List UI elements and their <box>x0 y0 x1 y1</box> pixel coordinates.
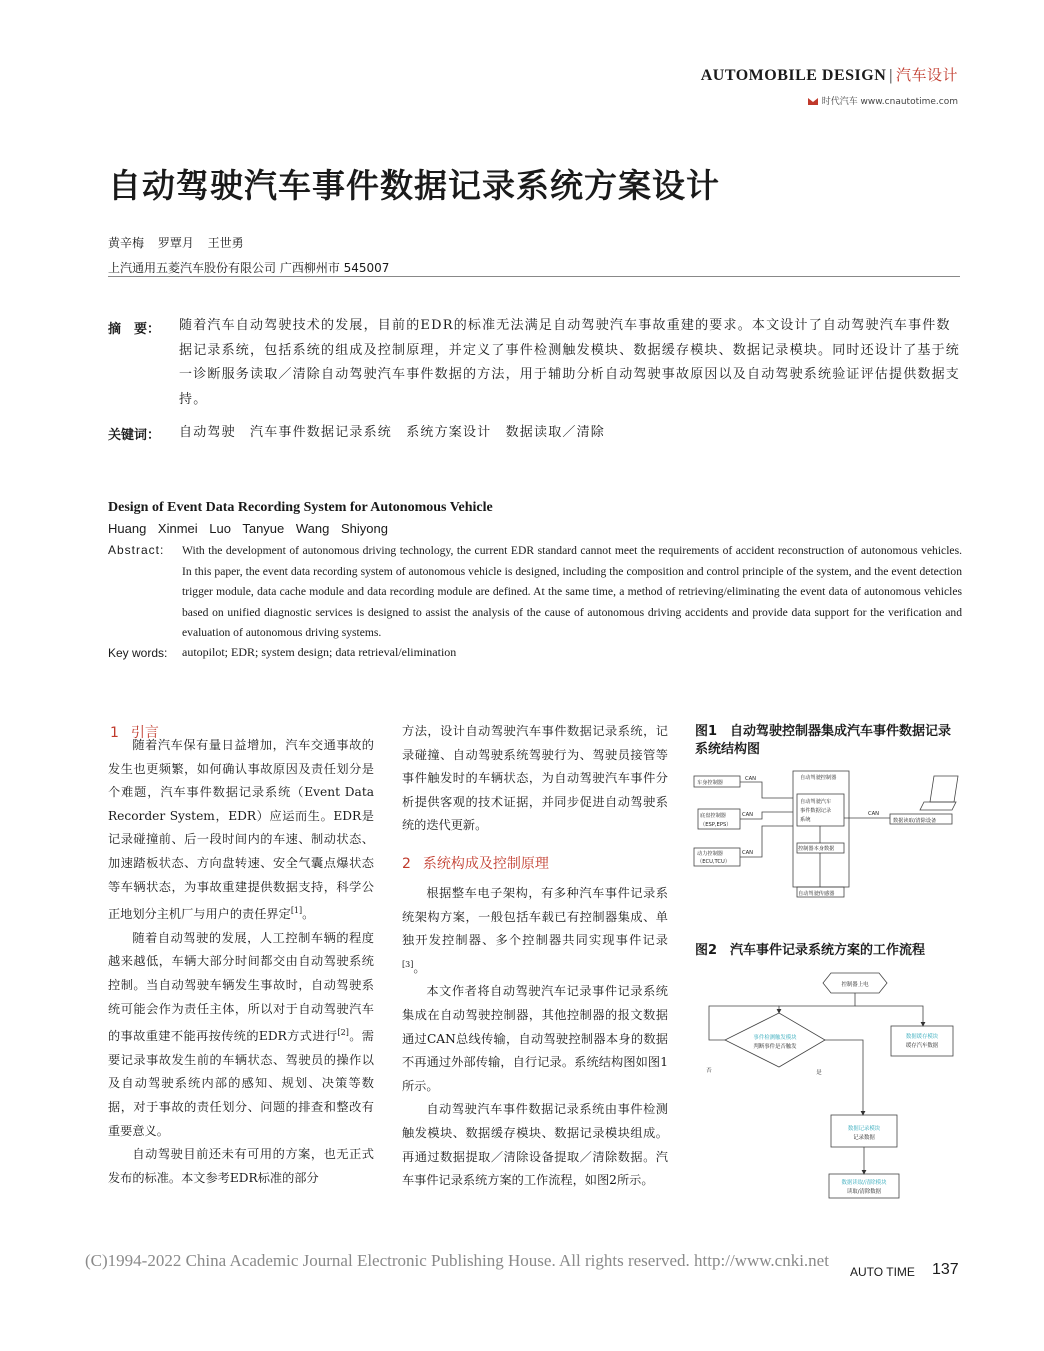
article-affiliation: 上汽通用五菱汽车股份有限公司 广西柳州市 545007 <box>108 261 390 275</box>
section-1-number: 1 <box>110 725 119 741</box>
abstract-label: 摘 要： <box>108 322 161 337</box>
paragraph <box>108 927 374 1143</box>
paragraph-text: 随着自动驾驶的发展，人工控制车辆的程度越来越低，车辆大部分时间都交由自动驾驶系统控制。当自动驾驶车辆发生事故时，自动驾驶系统可能会作为责任主体，所以对于自动驾驶汽车的事故重建不能再按传统的EDR方式进行 <box>108 930 374 1044</box>
paragraph <box>402 882 668 980</box>
mail-icon <box>808 98 818 105</box>
column-1 <box>108 736 374 1190</box>
record-text-label: 记录数据 <box>853 1135 875 1141</box>
copyright-notice: (C)1994-2022 China Academic Journal Electronic Publishing House. All rights reserved. http://www.cnki.net <box>85 1251 829 1270</box>
flow-arrow <box>855 1006 923 1026</box>
body-controller-label: 车身控制器 <box>697 780 723 786</box>
can-label: CAN <box>868 811 880 817</box>
figure-1-diagram <box>690 768 962 908</box>
cache-text-label: 缓存汽车数据 <box>905 1043 939 1049</box>
paragraph: 自动驾驶目前还未有可用的方案，也无正式发布的标准。本文参考EDR标准的部分 <box>108 1147 374 1185</box>
english-abstract-text: With the development of autonomous driving technology, the current EDR standard cannot meet the requirements of accident reconstruction of autonomous vehicles. In this paper, the event data recording system of autonomous vehicle is designed, including the composition and control principle of the system, and the event detection trigger module, data cache module and data recording module are defined. At the same time, a method of retrieving/eliminating the event data of autonomous vehicles based on unified diagnostic services is designed to assist the analysis of the cause of autonomous driving accidents and provide data support for the verification and evaluation of autonomous driving systems. <box>182 544 962 639</box>
english-keywords-text: autopilot; EDR; system design; data retrieval/elimination <box>182 645 457 659</box>
can-line <box>740 782 793 798</box>
edr-label: 系统 <box>800 817 811 823</box>
trigger-module-label: 事件检测触发模块 <box>753 1035 797 1041</box>
laptop-icon-base <box>920 802 956 810</box>
chassis-controller-label: 底盘控制器 <box>700 813 726 819</box>
paragraph: 自动驾驶汽车事件数据记录系统由事件检测触发模块、数据缓存模块、数据记录模块组成。再通过数据提取／清除设备提取／清除数据。汽车事件记录系统方案的工作流程，如图2所示。 <box>402 1102 668 1188</box>
article-authors: 黄辛梅 罗覃月 王世勇 <box>108 236 244 250</box>
english-keywords-label: Key words: <box>108 646 168 660</box>
paragraph-text: 。 <box>413 960 426 975</box>
journal-subheader <box>808 94 958 107</box>
no-label: 否 <box>706 1068 712 1074</box>
cache-module-node <box>891 1026 953 1056</box>
keywords-text: 自动驾驶 汽车事件数据记录系统 系统方案设计 数据读取／清除 <box>179 425 606 440</box>
ad-sensor-label: 自动驾驶传感器 <box>798 891 835 897</box>
can-label: CAN <box>742 850 754 856</box>
header-rule <box>108 276 960 277</box>
paragraph: 方法，设计自动驾驶汽车事件数据记录系统，记录碰撞、自动驾驶系统驾驶行为、驾驶员接管等事件触发时的车辆状态，为自动驾驶汽车事件分析提供客观的技术证据，并同步促进自动驾驶系统的迭代更新。 <box>402 724 668 833</box>
journal-category: 汽车设计 <box>895 66 958 84</box>
paragraph-text: 根据整车电子架构，有多种汽车事件记录系统架构方案，一般包括车载已有控制器集成、单独开发控制器、多个控制器共同实现事件记录 <box>402 886 668 948</box>
extract-module-label: 数据读取/清除模块 <box>841 1180 887 1186</box>
journal-name: AUTOMOBILE DESIGN <box>700 67 887 84</box>
column-2 <box>402 720 668 838</box>
section-2-heading <box>402 853 549 873</box>
footer-brand: AUTO TIME <box>850 1265 915 1279</box>
yes-label: 是 <box>816 1070 822 1076</box>
ad-controller-label: 自动驾驶控制器 <box>800 775 837 781</box>
abstract-text: 随着汽车自动驾驶技术的发展，目前的EDR的标准无法满足自动驾驶汽车事故重建的要求。本文设计了自动驾驶汽车事件数据记录系统，包括系统的组成及控制原理，并定义了事件检测触发模块、数据缓存模块、数据记录模块。同时还设计了基于统一诊断服务读取／清除自动驾驶汽车事件数据的方法，用于辅助分析自动驾驶事故原因以及自动驾驶系统验证评估提供数据支持。 <box>179 318 961 407</box>
flow-arrow <box>779 993 855 1013</box>
keywords-label: 关键词： <box>108 428 161 443</box>
citation-ref[interactable]: [2] <box>337 1028 349 1038</box>
can-label: CAN <box>742 812 754 818</box>
english-abstract-label: Abstract: <box>108 543 165 557</box>
can-label: CAN <box>745 776 757 782</box>
header-separator: | <box>889 67 893 84</box>
citation-ref[interactable]: [3] <box>402 959 414 969</box>
figure-1-caption: 图1 自动驾驶控制器集成汽车事件数据记录系统结构图 <box>695 724 952 757</box>
journal-website: 时代汽车 www.cnautotime.com <box>821 97 958 107</box>
journal-header <box>701 64 958 85</box>
citation-ref[interactable]: [1] <box>290 906 303 916</box>
flow-arrow-yes <box>825 1040 863 1115</box>
power-on-label: 控制器上电 <box>841 982 869 988</box>
power-controller-label: 动力控制器 <box>697 851 723 857</box>
laptop-icon <box>930 776 958 802</box>
paragraph: 本文作者将自动驾驶汽车记录事件记录系统集成在自动驾驶控制器，其他控制器的报文数据通过CAN总线传输，自动驾驶控制器本身的数据不再通过外部传输，自行记录。系统结构图如图1所示。 <box>402 984 668 1093</box>
paragraph-text: 随着汽车保有量日益增加，汽车交通事故的发生也更频繁，如何确认事故原因及责任划分是个难题，汽车事件数据记录系统（Event Data Recorder System，EDR）应运而生。EDR是记录碰撞前、后一段时间内的车速、制动状态、加速踏板状态、方向盘转速、安全气囊点爆状态等车辆状态，为事故重建提供数据支持，科学公正地划分主机厂与用户的责任界定 <box>108 738 374 922</box>
cache-module-label: 数据缓存模块 <box>905 1034 939 1040</box>
figure-2-caption: 图2 汽车事件记录系统方案的工作流程 <box>695 943 926 958</box>
trigger-question-label: 判断事件是否触发 <box>753 1044 797 1050</box>
section-1-title: 引言 <box>130 725 159 741</box>
section-2-title: 系统构成及控制原理 <box>422 856 549 872</box>
ad-controller-box <box>793 771 849 887</box>
english-title: Design of Event Data Recording System for Autonomous Vehicle <box>108 500 493 515</box>
column-2-section-2 <box>402 882 668 1193</box>
paragraph-text: 。 <box>302 907 315 922</box>
page-number: 137 <box>932 1261 959 1278</box>
power-controller-sublabel: （ECU,TCU） <box>697 859 731 865</box>
chassis-controller-sublabel: （ESP,EPS） <box>700 822 732 828</box>
edr-label: 事件数据记录 <box>800 808 832 814</box>
record-module-label: 数据记录模块 <box>847 1126 881 1132</box>
figure-2-diagram <box>695 968 961 1208</box>
paragraph <box>108 734 374 927</box>
english-authors: Huang Xinmei Luo Tanyue Wang Shiyong <box>108 521 388 536</box>
controller-self-data-label: 控制器本身数据 <box>798 846 835 852</box>
article-title: 自动驾驶汽车事件数据记录系统方案设计 <box>108 166 720 205</box>
extract-text-label: 读取/清除数据 <box>846 1189 882 1195</box>
extract-device-label: 数据读取/清除设备 <box>893 818 937 824</box>
section-2-number: 2 <box>402 856 411 872</box>
edr-label: 自动驾驶汽车 <box>800 799 832 805</box>
paragraph-text: 。需要记录事故发生前的车辆状态、驾驶员的操作以及自动驾驶系统内部的感知、规划、决策等数据，对于事故的责任划分、问题的排查和整改有重要意义。 <box>108 1029 374 1138</box>
